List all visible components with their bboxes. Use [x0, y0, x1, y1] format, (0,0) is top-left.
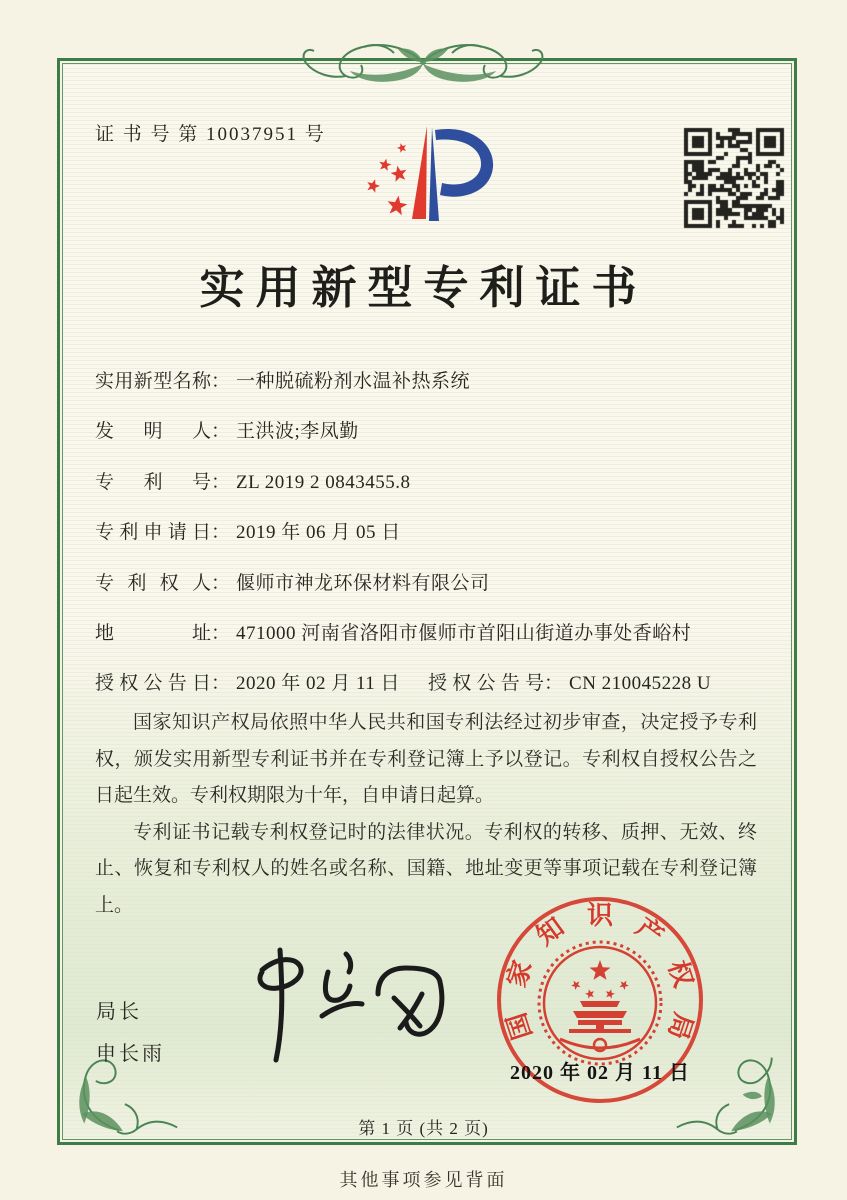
legal-paragraph-1: 国家知识产权局依照中华人民共和国专利法经过初步审查，决定授予专利权，颁发实用新型专利证书并在专利登记簿上予以登记。专利权自授权公告之日起生效。专利权期限为十年，自申请日起算。: [95, 712, 757, 807]
field-value: 2019 年 06 月 05 日: [236, 522, 401, 544]
seal-date: 2020 年 02 月 11 日: [510, 1062, 690, 1084]
field-row: 专利权人： 偃师市神龙环保材料有限公司: [95, 568, 757, 618]
grant-no-label: 授权公告号: [428, 673, 544, 695]
field-value: 471000 河南省洛阳市偃师市首阳山街道办事处香峪村: [236, 622, 692, 644]
field-row: 实用新型名称： 一种脱硫粉剂水温补热系统: [95, 366, 757, 416]
field-value: 王洪波;李凤勤: [236, 421, 359, 443]
commissioner-name: 申长雨: [96, 1043, 165, 1065]
field-row: 发明人： 王洪波;李凤勤: [95, 416, 757, 466]
field-label: 发明人: [95, 421, 211, 443]
field-value: ZL 2019 2 0843455.8: [236, 471, 411, 493]
grant-row: 授权公告日： 2020 年 02 月 11 日 授权公告号： CN 210045228 U: [95, 668, 757, 718]
commissioner-signature: [210, 942, 460, 1070]
certificate-title: 实用新型专利证书: [199, 263, 648, 313]
field-value: 偃师市神龙环保材料有限公司: [236, 572, 490, 594]
field-list: [95, 366, 757, 719]
see-back-note: 其他事项参见背面: [339, 1170, 508, 1190]
star-icon: [379, 159, 391, 171]
qr-code: [683, 127, 785, 229]
grant-no-value: CN 210045228 U: [569, 673, 712, 695]
field-label: 专利号: [95, 471, 211, 493]
svg-text:产: 产: [630, 912, 669, 952]
logo-blue-bowl: [435, 129, 493, 197]
field-label: 专利申请日: [95, 522, 211, 544]
grant-date-value: 2020 年 02 月 11 日: [236, 673, 401, 695]
svg-text:家: 家: [501, 957, 538, 991]
field-row: 专利号： ZL 2019 2 0843455.8: [95, 467, 757, 517]
star-icon: [585, 989, 594, 998]
top-flourish-icon: [292, 34, 554, 88]
svg-text:局: 局: [662, 1009, 699, 1043]
svg-text:权: 权: [662, 957, 699, 991]
star-icon: [590, 960, 611, 980]
svg-text:知: 知: [531, 912, 570, 952]
certificate-number: 证 书 号 第 10037951 号: [95, 124, 326, 145]
page-number-note: 第 1 页 (共 2 页): [358, 1119, 489, 1138]
official-seal: [495, 895, 705, 1105]
commissioner-title: 局长: [96, 1001, 142, 1023]
logo-blue-stem: [429, 127, 439, 221]
svg-text:国: 国: [501, 1009, 538, 1043]
field-label: 专利权人: [95, 572, 211, 594]
legal-paragraph-2: 专利证书记载专利权登记时的法律状况。专利权的转移、质押、无效、终止、恢复和专利权人的姓名或名称、国籍、地址变更等事项记载在专利登记簿上。: [95, 821, 757, 916]
grant-date-label: 授权公告日: [95, 673, 211, 695]
cnipa-logo: [352, 112, 517, 240]
field-label: 地址: [95, 622, 211, 644]
logo-red-wedge: [412, 126, 427, 219]
star-icon: [620, 981, 629, 990]
star-icon: [571, 981, 580, 990]
field-row: 专利申请日： 2019 年 06 月 05 日: [95, 517, 757, 567]
field-value: 一种脱硫粉剂水温补热系统: [236, 371, 471, 392]
legal-text: [95, 705, 757, 925]
star-icon: [397, 143, 406, 153]
star-icon: [606, 989, 615, 998]
national-emblem-icon: [539, 942, 661, 1064]
field-row: 地址： 471000 河南省洛阳市偃师市首阳山街道办事处香峪村: [95, 618, 757, 668]
star-icon: [391, 166, 407, 182]
svg-text:识: 识: [586, 901, 614, 930]
star-icon: [388, 196, 408, 216]
star-icon: [367, 179, 380, 192]
field-label: 实用新型名称: [95, 371, 211, 392]
